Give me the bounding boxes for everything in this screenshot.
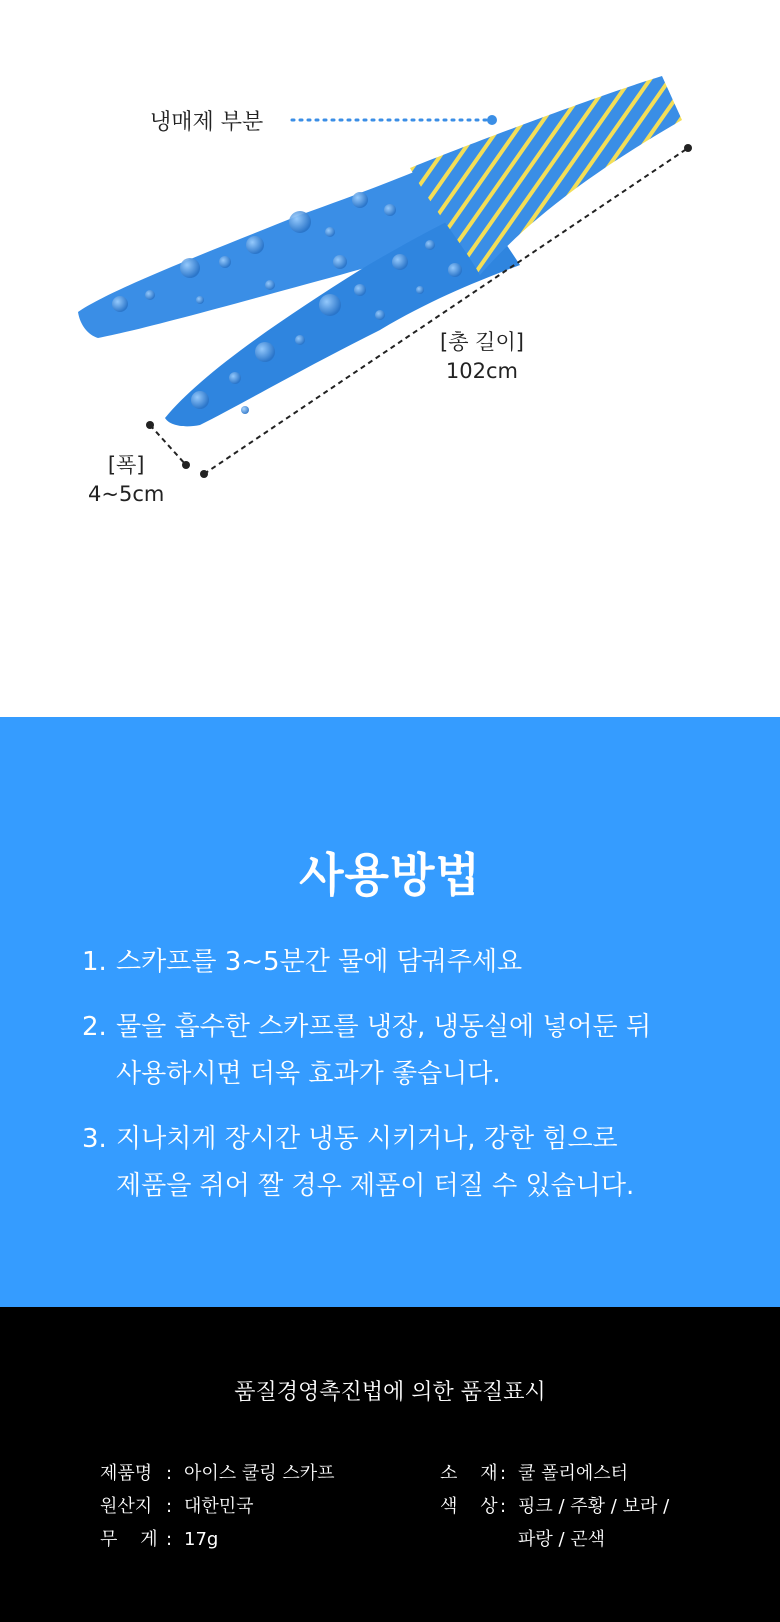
quality-left-column	[100, 1457, 335, 1556]
step-text-line1: 물을 흡수한 스카프를 냉장, 냉동실에 넣어둔 뒤	[116, 1012, 652, 1042]
length-label-title: [총 길이]	[440, 330, 524, 354]
spec-row	[440, 1457, 669, 1490]
spec-separator: :	[166, 1529, 173, 1550]
spec-value-line2: 파랑 / 곤색	[518, 1529, 606, 1550]
spec-key: 제품명	[100, 1463, 153, 1484]
step-text-line2: 제품을 쥐어 짤 경우 제품이 터질 수 있습니다.	[116, 1171, 635, 1201]
spec-value: 대한민국	[184, 1496, 254, 1517]
step-number: 3.	[82, 1124, 107, 1154]
quality-right-column	[440, 1457, 669, 1556]
spec-separator: :	[166, 1463, 173, 1484]
spec-key: 색 상	[440, 1496, 498, 1517]
spec-value-line1: 핑크 / 주황 / 보라 /	[518, 1496, 670, 1517]
product-diagram	[0, 0, 780, 717]
spec-row	[100, 1457, 335, 1490]
spec-row	[100, 1523, 335, 1556]
spec-value: 17g	[184, 1529, 219, 1550]
spec-separator: :	[500, 1463, 507, 1484]
spec-key: 소 재	[440, 1463, 498, 1484]
spec-separator: :	[500, 1496, 507, 1517]
step-number: 2.	[82, 1012, 107, 1042]
spec-row	[100, 1490, 335, 1523]
step-3	[82, 1116, 742, 1210]
width-label-value: 4~5cm	[88, 482, 165, 506]
quality-label-section	[0, 1307, 780, 1622]
step-2	[82, 1004, 742, 1098]
spec-row	[440, 1490, 669, 1556]
step-text: 스카프를 3~5분간 물에 담궈주세요	[116, 947, 523, 977]
length-label	[440, 328, 524, 386]
how-to-use-title: 사용방법	[299, 848, 481, 902]
width-label-title: [폭]	[107, 453, 145, 477]
step-text-line2: 사용하시면 더욱 효과가 좋습니다.	[116, 1059, 501, 1089]
how-to-use-steps	[82, 939, 742, 1228]
step-1	[82, 939, 742, 986]
step-number: 1.	[82, 947, 107, 977]
quality-title: 품질경영촉진법에 의한 품질표시	[234, 1380, 546, 1405]
spec-key: 무 게	[100, 1529, 158, 1550]
spec-value	[518, 1490, 669, 1556]
spec-value: 쿨 폴리에스터	[518, 1463, 629, 1484]
step-text-line1: 지나치게 장시간 냉동 시키거나, 강한 힘으로	[116, 1124, 618, 1154]
scarf-illustration	[0, 0, 780, 717]
spec-value: 아이스 쿨링 스카프	[184, 1463, 335, 1484]
how-to-use-section	[0, 717, 780, 1307]
coolant-label: 냉매제 부분	[150, 110, 264, 135]
spec-key: 원산지	[100, 1496, 153, 1517]
spec-separator: :	[166, 1496, 173, 1517]
length-label-value: 102cm	[445, 359, 518, 383]
width-label	[88, 451, 164, 509]
